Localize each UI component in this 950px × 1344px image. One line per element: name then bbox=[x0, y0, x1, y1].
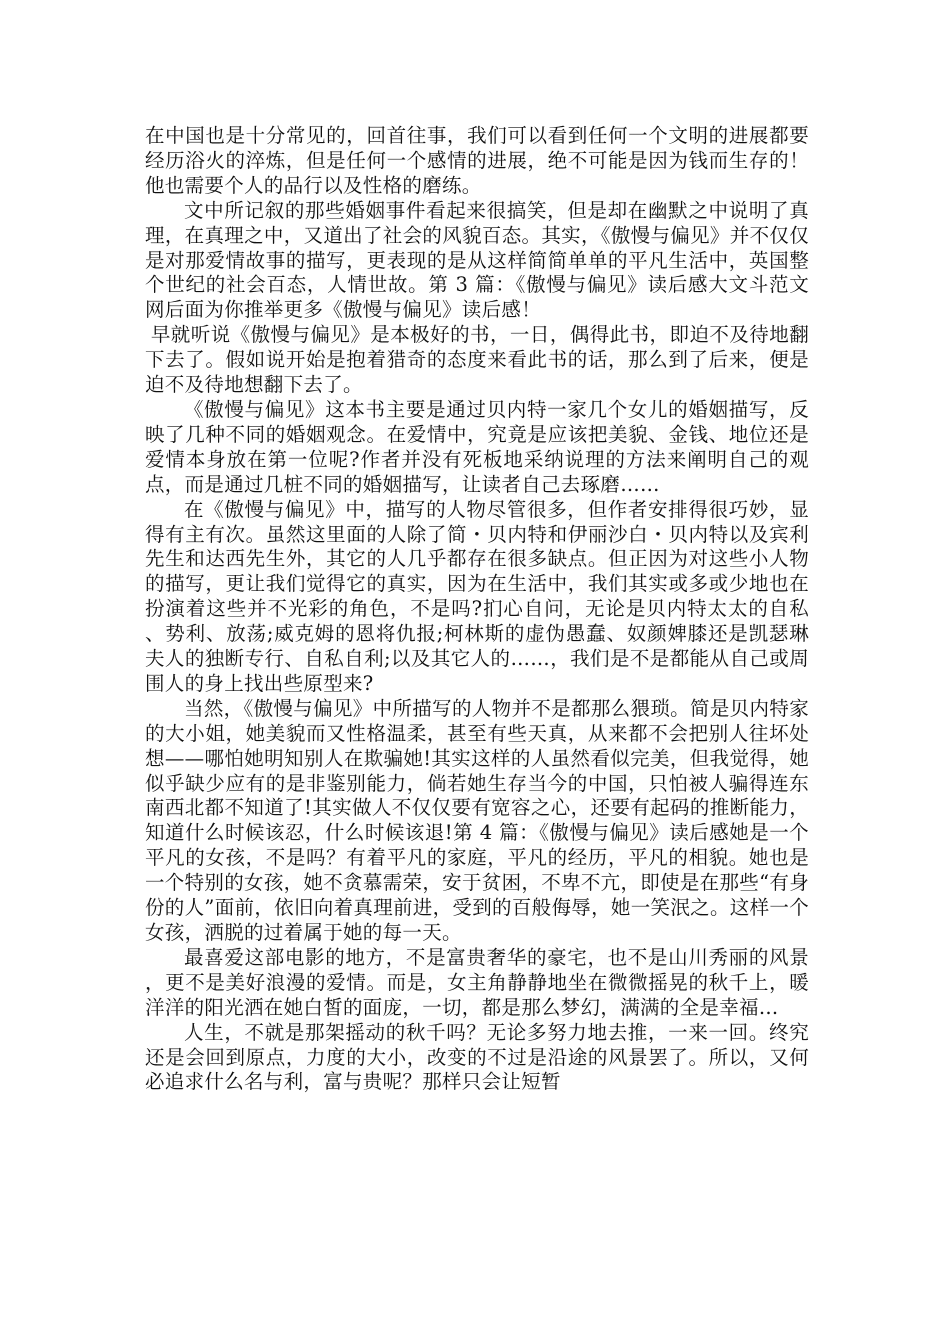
paragraph-8: 人生，不就是那架摇动的秋千吗？无论多努力地去推，一来一回。终究还是会回到原点，力度的大小，改变的不过是沿途的风景罢了。所以，又何必追求什么名与利，富与贵呢？那样只会让短暂 bbox=[145, 1020, 809, 1094]
document-body bbox=[145, 124, 809, 1095]
paragraph-6: 当然，《傲慢与偏见》中所描写的人物并不是都那么猥琐。简是贝内特家的大小姐，她美貌而又性格温柔，甚至有些天真，从来都不会把别人往坏处想——哪怕她明知别人在欺骗她!其实这样的人虽然看似完美，但我觉得，她似乎缺少应有的是非鉴别能力，倘若她生存当今的中国，只怕被人骗得连东南西北都不知道了!其实做人不仅仅要有宽容之心，还要有起码的推断能力，知道什么时候该忍，什么时候该退!第 4 篇：《傲慢与偏见》读后感她是一个平凡的女孩，不是吗？有着平凡的家庭，平凡的经历，平凡的相貌。她也是一个特别的女孩，她不贪慕需荣，安于贫困，不卑不亢，即使是在那些“有身份的人”面前，依旧向着真理前进，受到的百般侮辱，她一笑泯之。这样一个女孩，洒脱的过着属于她的每一天。 bbox=[145, 696, 809, 944]
paragraph-3: 早就听说《傲慢与偏见》是本极好的书，一日，偶得此书，即迫不及待地翻下去了。假如说开始是抱着猎奇的态度来看此书的话，那么到了后来，便是迫不及待地想翻下去了。 bbox=[145, 323, 809, 397]
paragraph-1: 在中国也是十分常见的，回首往事，我们可以看到任何一个文明的进展都要经历浴火的淬炼，但是任何一个感情的进展，绝不可能是因为钱而生存的！他也需要个人的品行以及性格的磨练。 bbox=[145, 124, 809, 197]
paragraph-5: 在《傲慢与偏见》中，描写的人物尽管很多，但作者安排得很巧妙，显得有主有次。虽然这里面的人除了简・贝内特和伊丽沙白・贝内特以及宾利先生和达西先生外，其它的人几乎都存在很多缺点。但正因为对这些小人物的描写，更让我们觉得它的真实，因为在生活中，我们其实或多或少地也在扮演着这些并不光彩的角色，不是吗?扪心自问，无论是贝内特太太的自私、势利、放荡;威克姆的恩将仇报;柯林斯的虚伪愚蠢、奴颜婢膝还是凯瑟琳夫人的独断专行、自私自利;以及其它人的……，我们是不是都能从自己或周围人的身上找出些原型来? bbox=[145, 497, 809, 695]
paragraph-7: 最喜爱这部电影的地方，不是富贵奢华的豪宅，也不是山川秀丽的风景，更不是美好浪漫的爱情。而是，女主角静静地坐在微微摇晃的秋千上，暖洋洋的阳光洒在她白皙的面庞，一切，都是那么梦幻，满满的全是幸福… bbox=[145, 945, 809, 1019]
paragraph-2: 文中所记叙的那些婚姻事件看起来很搞笑，但是却在幽默之中说明了真理，在真理之中，又道出了社会的风貌百态。其实，《傲慢与偏见》并不仅仅是对那爱情故事的描写，更表现的是从这样简简单单的平凡生活中，英国整个世纪的社会百态，人情世故。第 3 篇：《傲慢与偏见》读后感大文斗范文网后面为你推举更多《傲慢与偏见》读后感！ bbox=[145, 198, 809, 322]
paragraph-4: 《傲慢与偏见》这本书主要是通过贝内特一家几个女儿的婚姻描写，反映了几种不同的婚姻观念。在爱情中，究竟是应该把美貌、金钱、地位还是爱情本身放在第一位呢?作者并没有死板地采纳说理的方法来阐明自己的观点，而是通过几桩不同的婚姻描写，让读者自己去琢磨…… bbox=[145, 397, 809, 496]
